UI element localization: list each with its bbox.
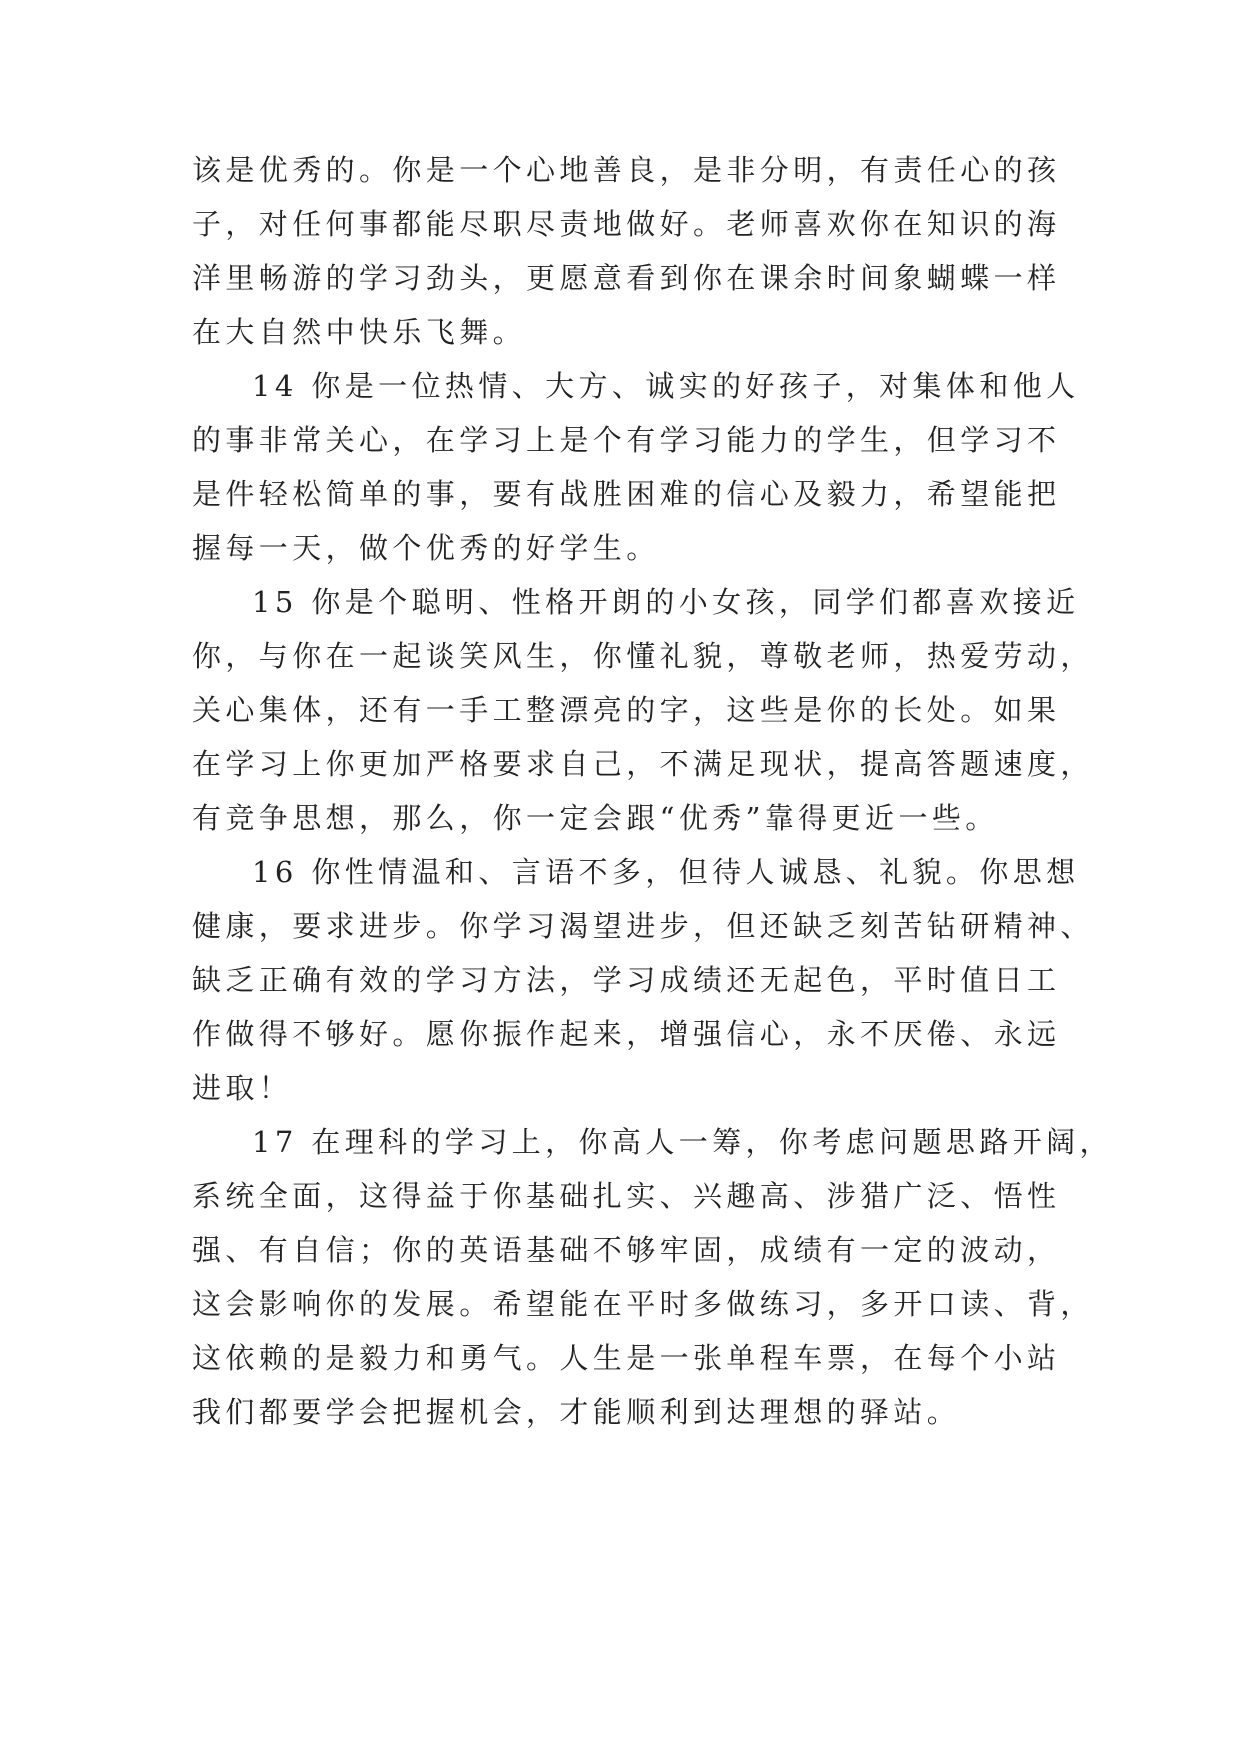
text-line: 我们都要学会把握机会，才能顺利到达理想的驿站。 [192, 1395, 961, 1429]
paragraph-15-first-line: 15 你是个聪明、性格开朗的小女孩，同学们都喜欢接近 [252, 585, 1080, 619]
text-line: 你，与你在一起谈笑风生，你懂礼貌，尊敬老师，热爱劳动， [192, 639, 1094, 673]
text-line: 握每一天，做个优秀的好学生。 [192, 531, 660, 565]
text-line: 洋里畅游的学习劲头，更愿意看到你在课余时间象蝴蝶一样 [192, 261, 1061, 295]
text-line: 在大自然中快乐飞舞。 [192, 315, 527, 349]
text-line: 健康，要求进步。你学习渴望进步，但还缺乏刻苦钻研精神、 [192, 909, 1094, 943]
text-line: 这依赖的是毅力和勇气。人生是一张单程车票，在每个小站 [192, 1341, 1061, 1375]
paragraph-14-first-line: 14 你是一位热情、大方、诚实的好孩子，对集体和他人 [252, 369, 1080, 403]
text-line: 作做得不够好。愿你振作起来，增强信心，永不厌倦、永远 [192, 1017, 1061, 1051]
text-line: 的事非常关心，在学习上是个有学习能力的学生，但学习不 [192, 423, 1061, 457]
text-line: 子，对任何事都能尽职尽责地做好。老师喜欢你在知识的海 [192, 207, 1061, 241]
text-line: 进取！ [192, 1071, 293, 1105]
text-line: 是件轻松简单的事，要有战胜困难的信心及毅力，希望能把 [192, 477, 1061, 511]
text-line: 强、有自信；你的英语基础不够牢固，成绩有一定的波动， [192, 1233, 1061, 1267]
text-line: 在学习上你更加严格要求自己，不满足现状，提高答题速度， [192, 747, 1094, 781]
text-line: 有竞争思想，那么，你一定会跟“优秀”靠得更近一些。 [192, 801, 999, 835]
paragraph-16-first-line: 16 你性情温和、言语不多，但待人诚恳、礼貌。你思想 [252, 855, 1080, 889]
text-line: 系统全面，这得益于你基础扎实、兴趣高、涉猎广泛、悟性 [192, 1179, 1061, 1213]
text-line: 这会影响你的发展。希望能在平时多做练习，多开口读、背， [192, 1287, 1094, 1321]
text-line: 该是优秀的。你是一个心地善良，是非分明，有责任心的孩 [192, 153, 1061, 187]
text-line: 缺乏正确有效的学习方法，学习成绩还无起色，平时值日工 [192, 963, 1061, 997]
text-line: 关心集体，还有一手工整漂亮的字，这些是你的长处。如果 [192, 693, 1061, 727]
paragraph-17-first-line: 17 在理科的学习上，你高人一筹，你考虑问题思路开阔， [252, 1125, 1113, 1159]
